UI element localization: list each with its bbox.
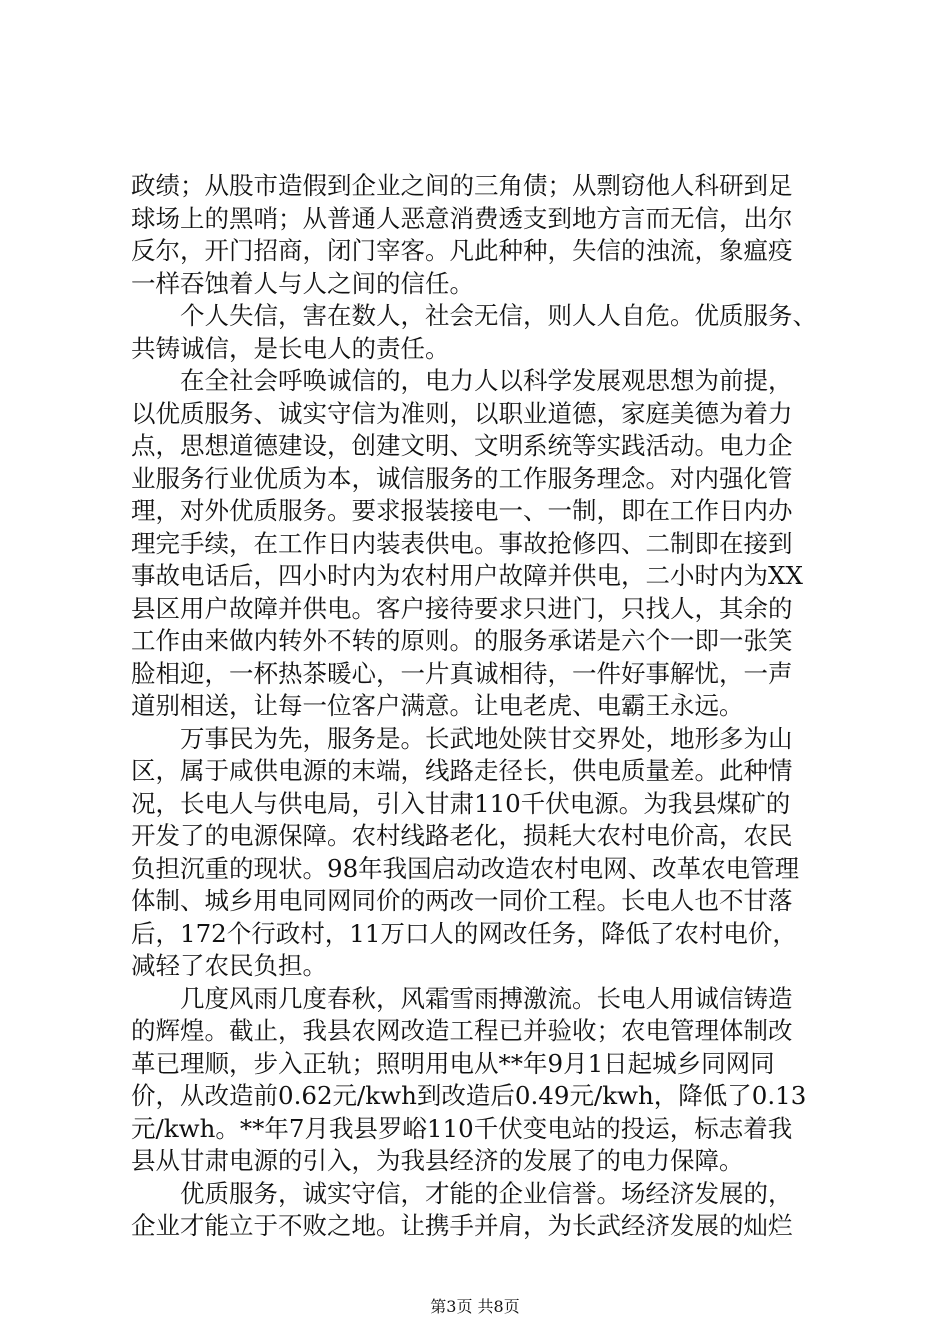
text-line: 元/kwh。**年7月我县罗峪110千伏变电站的投运，标志着我 [131, 1113, 793, 1143]
text-line: 后，172个行政村，11万口人的网改任务，降低了农村电价， [131, 918, 797, 948]
text-line: 开发了的电源保障。农村线路老化，损耗大农村电价高，农民 [131, 821, 793, 850]
text-line: 优质服务，诚实守信，才能的企业信誉。场经济发展的， [131, 1178, 793, 1208]
text-line: 点，思想道德建设，创建文明、文明系统等实践活动。电力企 [131, 431, 793, 460]
text-line: 球场上的黑哨；从普通人恶意消费透支到地方言而无信，出尔 [131, 203, 793, 233]
text-line: 区，属于咸供电源的末端，线路走径长，供电质量差。此种情 [131, 756, 793, 785]
text-line: 革已理顺，步入正轨；照明用电从**年9月1日起城乡同网同 [131, 1048, 775, 1078]
text-line: 负担沉重的现状。98年我国启动改造农村电网、改革农电管理 [131, 853, 800, 883]
text-line: 几度风雨几度春秋，风霜雪雨搏激流。长电人用诚信铸造 [131, 983, 793, 1013]
text-line: 价，从改造前0.62元/kwh到改造后0.49元/kwh，降低了0.13 [131, 1081, 807, 1110]
text-line: 的辉煌。截止，我县农网改造工程已并验收；农电管理体制改 [131, 1016, 793, 1045]
text-line: 县从甘肃电源的引入，为我县经济的发展了的电力保障。 [131, 1146, 744, 1175]
text-line: 减轻了农民负担。 [131, 951, 327, 980]
text-line: 一样吞蚀着人与人之间的信任。 [131, 268, 474, 298]
text-line: 理，对外优质服务。要求报装接电一、一制，即在工作日内办 [131, 496, 793, 525]
body-text [131, 170, 821, 1243]
text-line: 共铸诚信，是长电人的责任。 [131, 333, 450, 363]
text-line: 事故电话后，四小时内为农村用户故障并供电，二小时内为XX [131, 561, 803, 590]
text-line: 业服务行业优质为本，诚信服务的工作服务理念。对内强化管 [131, 463, 793, 493]
text-line: 况，长电人与供电局，引入甘肃110千伏电源。为我县煤矿的 [131, 788, 791, 818]
text-line: 以优质服务、诚实守信为准则，以职业道德，家庭美德为着力 [131, 398, 793, 428]
text-line: 体制、城乡用电同网同价的两改一同价工程。长电人也不甘落 [131, 886, 793, 915]
page-footer: 第3页 共8页 [430, 1297, 520, 1316]
text-line: 政绩；从股市造假到企业之间的三角债；从剽窃他人科研到足 [131, 171, 793, 200]
text-line: 工作由来做内转外不转的原则。的服务承诺是六个一即一张笑 [131, 626, 793, 655]
text-line: 脸相迎，一杯热茶暖心，一片真诚相待，一件好事解忧，一声 [131, 658, 793, 688]
text-line: 企业才能立于不败之地。让携手并肩，为长武经济发展的灿烂 [131, 1211, 793, 1240]
text-line: 万事民为先，服务是。长武地处陕甘交界处，地形多为山 [131, 723, 793, 753]
text-line: 个人失信，害在数人，社会无信，则人人自危。优质服务、 [131, 301, 817, 330]
text-line: 县区用户故障并供电。客户接待要求只进门，只找人，其余的 [131, 593, 793, 623]
text-line: 道别相送，让每一位客户满意。让电老虎、电霸王永远。 [131, 691, 744, 720]
text-line: 理完手续，在工作日内装表供电。事故抢修四、二制即在接到 [131, 528, 793, 558]
text-line: 在全社会呼唤诚信的，电力人以科学发展观思想为前提， [131, 366, 793, 395]
text-line: 反尔，开门招商，闭门宰客。凡此种种，失信的浊流，象瘟疫 [131, 236, 793, 265]
